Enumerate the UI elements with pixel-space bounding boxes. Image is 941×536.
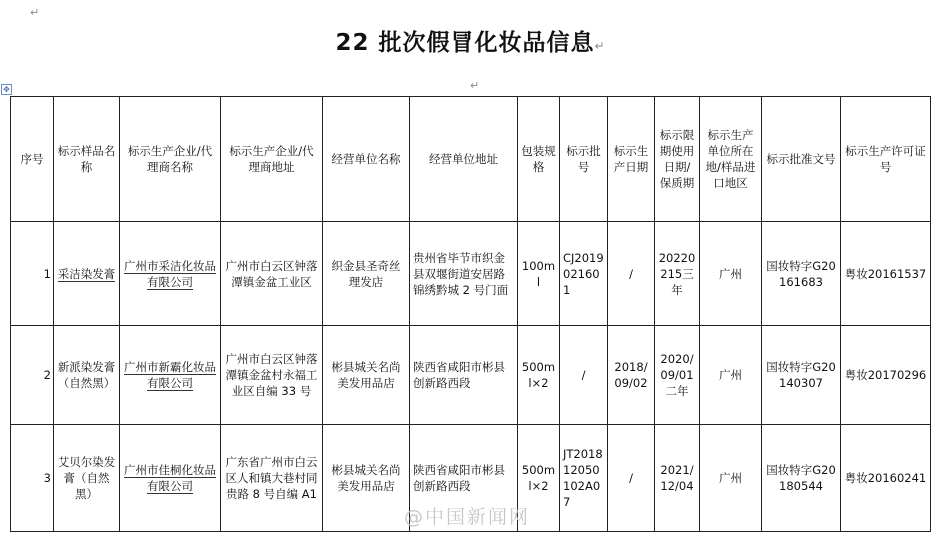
approval-number-cell: 国妆特字G20140307 <box>762 326 841 425</box>
maker-name-cell: 广州市新霸化妆品有限公司 <box>120 326 221 425</box>
table-header-row <box>11 97 931 222</box>
seq-cell: 1 <box>11 222 54 326</box>
dealer-address-cell: 陕西省咸阳市彬县创新路西段 <box>410 425 518 532</box>
table-row <box>11 222 931 326</box>
approval-number-cell: 国妆特字G20180544 <box>762 425 841 532</box>
production-date-cell: / <box>608 425 655 532</box>
origin-cell: 广州 <box>700 222 762 326</box>
dealer-address-cell: 贵州省毕节市织金县双堰街道安居路锦绣黔城 2 号门面 <box>410 222 518 326</box>
production-date-cell: / <box>608 222 655 326</box>
paragraph-mark: ↵ <box>30 6 40 19</box>
package-cell: 100ml <box>518 222 560 326</box>
dealer-name-cell: 彬县城关名尚美发用品店 <box>323 425 410 532</box>
header-cell: 标示生产企业/代理商地址 <box>221 97 323 222</box>
table-row <box>11 326 931 425</box>
dealer-name-cell: 彬县城关名尚美发用品店 <box>323 326 410 425</box>
sample-name-cell: 采洁染发膏 <box>54 222 120 326</box>
header-cell: 标示样品名称 <box>54 97 120 222</box>
batch-cell: CJ2019021601 <box>560 222 608 326</box>
header-cell: 经营单位地址 <box>410 97 518 222</box>
maker-address-cell: 广东省广州市白云区人和镇大巷村同贵路 8 号自编 A1 <box>221 425 323 532</box>
origin-cell: 广州 <box>700 326 762 425</box>
header-cell: 包装规格 <box>518 97 560 222</box>
maker-address-cell: 广州市白云区钟落潭镇金盆工业区 <box>221 222 323 326</box>
header-cell: 标示批号 <box>560 97 608 222</box>
maker-name-cell: 广州市佳桐化妆品有限公司 <box>120 425 221 532</box>
header-cell: 标示生产许可证号 <box>841 97 931 222</box>
counterfeit-cosmetics-table <box>10 96 931 532</box>
license-number-cell: 粤妆20160241 <box>841 425 931 532</box>
table-move-handle-icon[interactable]: ✥ <box>1 84 12 95</box>
expiry-cell: 20220215三年 <box>655 222 700 326</box>
approval-number-cell: 国妆特字G20161683 <box>762 222 841 326</box>
header-cell: 经营单位名称 <box>323 97 410 222</box>
dealer-name-cell: 织金县圣奇丝理发店 <box>323 222 410 326</box>
maker-name-cell: 广州市采洁化妆品有限公司 <box>120 222 221 326</box>
seq-cell: 2 <box>11 326 54 425</box>
header-cell: 标示限期使用日期/保质期 <box>655 97 700 222</box>
page-title: 22 批次假冒化妆品信息↵ <box>335 30 606 56</box>
origin-cell: 广州 <box>700 425 762 532</box>
package-cell: 500ml×2 <box>518 425 560 532</box>
header-cell: 标示生产日期 <box>608 97 655 222</box>
sample-name-cell: 新派染发膏（自然黑） <box>54 326 120 425</box>
paragraph-mark: ↵ <box>470 79 480 92</box>
header-cell: 标示批准文号 <box>762 97 841 222</box>
expiry-cell: 2021/12/04 <box>655 425 700 532</box>
header-cell: 标示生产单位所在地/样品进口地区 <box>700 97 762 222</box>
license-number-cell: 粤妆20161537 <box>841 222 931 326</box>
production-date-cell: 2018/09/02 <box>608 326 655 425</box>
package-cell: 500ml×2 <box>518 326 560 425</box>
batch-cell: / <box>560 326 608 425</box>
batch-cell: JT201812050102A07 <box>560 425 608 532</box>
watermark: @中国新闻网 <box>404 506 531 528</box>
header-cell: 标示生产企业/代理商名称 <box>120 97 221 222</box>
header-cell: 序号 <box>11 97 54 222</box>
maker-address-cell: 广州市白云区钟落潭镇金盆村永福工业区自编 33 号 <box>221 326 323 425</box>
dealer-address-cell: 陕西省咸阳市彬县创新路西段 <box>410 326 518 425</box>
license-number-cell: 粤妆20170296 <box>841 326 931 425</box>
sample-name-cell: 艾贝尔染发膏（自然黑） <box>54 425 120 532</box>
expiry-cell: 2020/09/01二年 <box>655 326 700 425</box>
seq-cell: 3 <box>11 425 54 532</box>
